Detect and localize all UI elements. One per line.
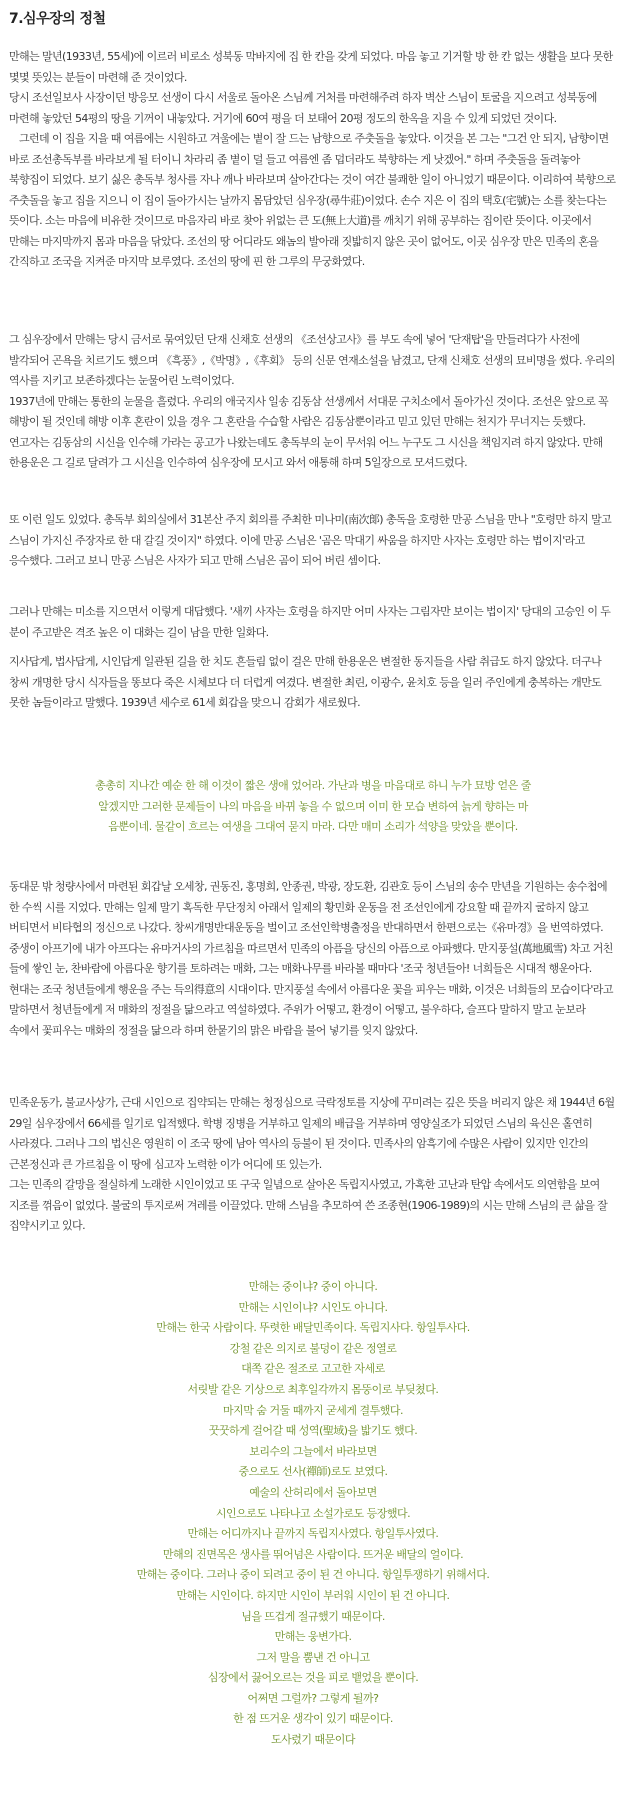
poem-line: 만해는 중이다. 그러나 중이 되려고 중이 된 건 아니다. 항일투쟁하기 위해서다. xyxy=(136,1568,490,1582)
poem-line: 심장에서 끓어오르는 것을 피로 뱉었을 뿐이다. xyxy=(207,1671,419,1685)
poem-line: 서릿발 같은 기상으로 최후일각까지 몸뚱이로 부딪쳤다. xyxy=(187,1382,439,1396)
poem-line: 대쪽 같은 절조로 고고한 자세로 xyxy=(241,1362,385,1376)
paragraph: 당시 조선일보사 사장이던 방응모 선생이 다시 서울로 돌아온 스님께 거처를 마련해주려 하자 벽산 스님이 토굴을 지으려고 성북동에 마련해 놓았던 54평의 땅을 기꺼이 내놓았다. 거기에 60여 평을 더 보태어 20평 정도의 한옥을 지을 수 있게 되었던 것이다. xyxy=(9,91,597,125)
poem-line: 만해는 어디까지나 끝까지 독립지사였다. 항일투사였다. xyxy=(187,1527,439,1541)
paragraph-group-6 xyxy=(9,877,617,1041)
paragraph: 1937년에 만해는 통한의 눈물을 흘렸다. 우리의 애국지사 일송 김동삼 선생께서 서대문 구치소에서 돌아가신 것이다. 조선은 앞으로 꼭 해방이 될 것인데 해방 이후 혼란이 있을 경우 그 혼란을 수습할 사람은 김동삼뿐이라고 믿고 있던 만해는 천지가 무너지는 듯했다. 연고자는 김동삼의 시신을 인수해 가라는 공고가 나왔는데도 총독부의 눈이 무서워 어느 누구도 그 시신을 책임지려 하지 않았다. 만해 한용운은 그 길로 달려가 그 시신을 인수하여 심우장에 모시고 와서 애통해 하며 5일장으로 모셔드렸다. xyxy=(9,394,609,469)
poem-line: 도사렸기 때문이다 xyxy=(270,1733,355,1747)
paragraph-group-5 xyxy=(9,652,617,714)
poem-line: 만해는 한국 사람이다. 뚜렷한 배달민족이다. 독립지사다. 항일투사다. xyxy=(156,1321,470,1335)
tribute-poem xyxy=(0,1277,626,1751)
poem-line: 어쩌면 그럴까? 그렇게 될까? xyxy=(247,1691,379,1705)
poem-line: 보리수의 그늘에서 바라보면 xyxy=(249,1444,377,1458)
poem-line: 강철 같은 의지로 불덩이 같은 정열로 xyxy=(229,1341,397,1355)
poem-line: 만해의 진면목은 생사를 뛰어넘은 사람이다. 뜨거운 배달의 얼이다. xyxy=(162,1547,464,1561)
paragraph: 중생이 아프기에 내가 아프다는 유마거사의 가르침을 따르면서 민족의 아픔을 당신의 아픔으로 아파했다. 만지풍설(萬地風雪) 차고 거친 들에 쌓인 눈, 찬바람에 아름다운 향기를 토하려는 매화, 그는 매화나무를 바라볼 때마다 '조국 청년들아! 너희들은 시대적 행운아다. 현대는 조국 청년들에게 행운을 주는 득의得意의 시대이다. 만지풍설 속에서 아름다운 꽃을 피우는 매화, 이것은 너희들의 모습이다'라고 말하면서 청년들에게 저 매화의 정절을 닮으라고 역설하였다. 주위가 어떻고, 환경이 어떻고, 불우하다, 슬프다 말하지 말고 눈보라 속에서 꽃피우는 매화의 정절을 닮으라 하며 한뭍기의 맑은 바람을 불어 넣기를 잊지 않았다. xyxy=(9,941,613,1037)
poem-line: 꿋꿋하게 걸어갈 때 성역(聖域)을 밟기도 했다. xyxy=(208,1424,418,1438)
poem-line: 마지막 숨 거둘 때까지 굳세게 결투했다. xyxy=(223,1403,403,1417)
paragraph-group-4 xyxy=(9,602,617,643)
quote-line: 알겠지만 그러한 문제들이 나의 마음을 바뀌 놓을 수 없으며 이미 한 모습 변하여 늙게 향하는 마 xyxy=(98,799,528,813)
section-title: 7.심우장의 정철 xyxy=(9,11,106,27)
paragraph: 민족운동가, 불교사상가, 근대 시인으로 집약되는 만해는 청정심으로 극락정토를 지상에 꾸미려는 깊은 뜻을 버리지 않은 채 1944년 6월 29일 심우장에서 66세를 일기로 입적했다. 학병 징병을 거부하고 일제의 배급을 거부하며 영양실조가 되었던 스님의 육신은 홀연히 사라졌다. 그러나 그의 법신은 영원히 이 조국 땅에 남아 역사의 등불이 된 것이다. 민족사의 암흑기에 수많은 사람이 있지만 인간의 근본정신과 큰 가르침을 이 땅에 심고자 노력한 이가 어디에 또 있는가. xyxy=(9,1096,615,1171)
poem-line: 만해는 시인이냐? 시인도 아니다. xyxy=(238,1300,388,1314)
paragraph-group-3 xyxy=(9,510,617,572)
paragraph: 그런데 이 집을 지을 때 여름에는 시원하고 겨울에는 볕이 잘 드는 남향으로 주춧돌을 놓았다. 이것을 본 그는 "그건 안 되지, 남향이면 바로 조선총독부를 바라보게 될 터이니 차라리 좀 볕이 덜 들고 여름엔 좀 덥더라도 북향하는 게 낫겠어." 하며 주춧돌을 돌려놓아 북향집이 되었다. 보기 싫은 총독부 청사를 자나 깨나 바라보며 살아간다는 것이 여간 불쾌한 일이 아니었기 때문이다. 이리하여 북향으로 주춧돌을 놓고 집을 지으니 이 집이 돌아가시는 날까지 몸담았던 심우장(尋牛莊)이었다. 손수 지은 이 집의 택호(宅號)는 소를 찾는다는 뜻이다. 소는 마음에 비유한 것이므로 마음자리 바로 찾아 위없는 큰 도(無上大道)를 깨치기 위해 공부하는 집이란 뜻이다. 이곳에서 만해는 마지막까지 몸과 마음을 닦았다. 조선의 땅 어디라도 왜놈의 발아래 짓밟히지 않은 곳이 없어도, 이곳 심우장 만은 민족의 혼을 간직하고 조국을 지켜준 마지막 보루였다. 조선의 땅에 핀 한 그루의 무궁화였다. xyxy=(9,132,616,268)
poem-line: 만해는 웅변가다. xyxy=(274,1630,352,1644)
paragraph-group-7 xyxy=(9,1093,617,1237)
paragraph: 만해는 말년(1933년, 55세)에 이르러 비로소 성북동 막바지에 집 한 칸을 갖게 되었다. 마음 놓고 기거할 방 한 칸 없는 생활을 보다 못한 몇몇 뜻있는 분들이 마련해 준 것이었다. xyxy=(9,50,613,84)
poem-line: 님을 뜨겁게 절규했기 때문이다. xyxy=(241,1609,385,1623)
paragraph: 그 심우장에서 만해는 당시 금서로 묶여있던 단재 신채호 선생의 《조선상고사》를 부도 속에 넣어 '단재탑'을 만들려다가 사전에 발각되어 곤욕을 치르기도 했으며 《흑풍》,《박명》,《후회》 등의 신문 연재소설을 남겼고, 단재 신채호 선생의 묘비명을 썼다. 우리의 역사를 지키고 보존하겠다는 눈물어린 노력이었다. xyxy=(9,333,615,387)
paragraph: 그러나 만해는 미소를 지으면서 이렇게 대답했다. '새끼 사자는 호령을 하지만 어미 사자는 그림자만 보이는 법이지' 당대의 고승인 이 두 분이 주고받은 격조 높은 이 대화는 길이 남을 만한 일화다. xyxy=(9,605,611,639)
quote-line: 음뿐이네. 물같이 흐르는 여생을 그대여 묻지 마라. 다만 매미 소리가 석양을 맞았을 뿐이다. xyxy=(108,820,518,833)
poem-line: 중으로도 선사(禪師)로도 보였다. xyxy=(238,1465,388,1479)
quote-line: 총총히 지나간 예순 한 해 이것이 짧은 생애 었어라. 가난과 병을 마음대로 하니 누가 묘방 얻은 줄 xyxy=(95,779,531,792)
poem-line: 그저 말을 뿜낸 건 아니고 xyxy=(256,1650,370,1664)
paragraph: 지사답게, 법사답게, 시인답게 일관된 길을 한 치도 흔들림 없이 걸은 만해 한용운은 변절한 동지들을 사람 취급도 하지 않았다. 더구나 창씨 개명한 당시 식자들을 똥보다 죽은 시체보다 더 더럽게 여겼다. 변절한 최린, 이광수, 윤치호 등을 일러 주인에게 충복하는 개만도 못한 놈들이라고 말했다. 1939년 세수로 61세 회갑을 맞으니 감회가 새로웠다. xyxy=(9,655,602,709)
poem-line: 시인으로도 나타나고 소설가로도 등장했다. xyxy=(215,1506,411,1520)
paragraph-group-1 xyxy=(9,47,617,273)
poem-line: 만해는 중이냐? 중이 아니다. xyxy=(248,1280,378,1293)
poem-line: 한 점 뜨거운 생각이 있기 때문이다. xyxy=(233,1712,393,1726)
poem-line: 만해는 시인이다. 하지만 시인이 부러워 시인이 된 건 아니다. xyxy=(176,1588,450,1602)
paragraph-group-2 xyxy=(9,330,617,474)
poem-line: 예술의 산허리에서 돌아보면 xyxy=(249,1485,377,1499)
poem-quote-block xyxy=(0,776,626,838)
paragraph: 그는 민족의 갈망을 절실하게 노래한 시인이었고 또 구국 일념으로 살아온 독립지사였고, 가혹한 고난과 탄압 속에서도 의연함을 보여 지조를 꺾음이 없었다. 불굴의 투지로써 겨레를 이끌었다. 만해 스님을 추모하여 쓴 조종현(1906-1989)의 시는 만해 스님의 큰 삶을 잘 집약시키고 있다. xyxy=(9,1178,608,1232)
paragraph: 동대문 밖 청량사에서 마련된 회갑날 오세창, 권동진, 홍명희, 안종권, 박광, 장도환, 김관호 등이 스님의 송수 만년을 기원하는 송수첩에 한 수씩 시를 지었다. 만해는 일제 말기 혹독한 무단정치 아래서 일제의 황민화 운동을 전 조선인에게 강요할 때 끝까지 굴하지 않고 버티면서 비타협의 정신으로 나갔다. 창씨개명반대운동을 벌이고 조선인학병출정을 반대하면서 한편으로는《유마경》을 번역하였다. xyxy=(9,880,607,934)
paragraph: 또 이런 일도 있었다. 총독부 회의실에서 31본산 주지 회의를 주최한 미나미(南次郞) 총독을 호령한 만공 스님을 만나 "호령만 하지 말고 스님이 가지신 주장자로 한 대 갈길 것이지" 하였다. 이에 만공 스님은 '곰은 막대기 싸움을 하지만 사자는 호령만 하는 법이지'라고 응수했다. 그러고 보니 만공 스님은 사자가 되고 만해 스님은 곰이 되어 버린 셈이다. xyxy=(9,513,612,567)
